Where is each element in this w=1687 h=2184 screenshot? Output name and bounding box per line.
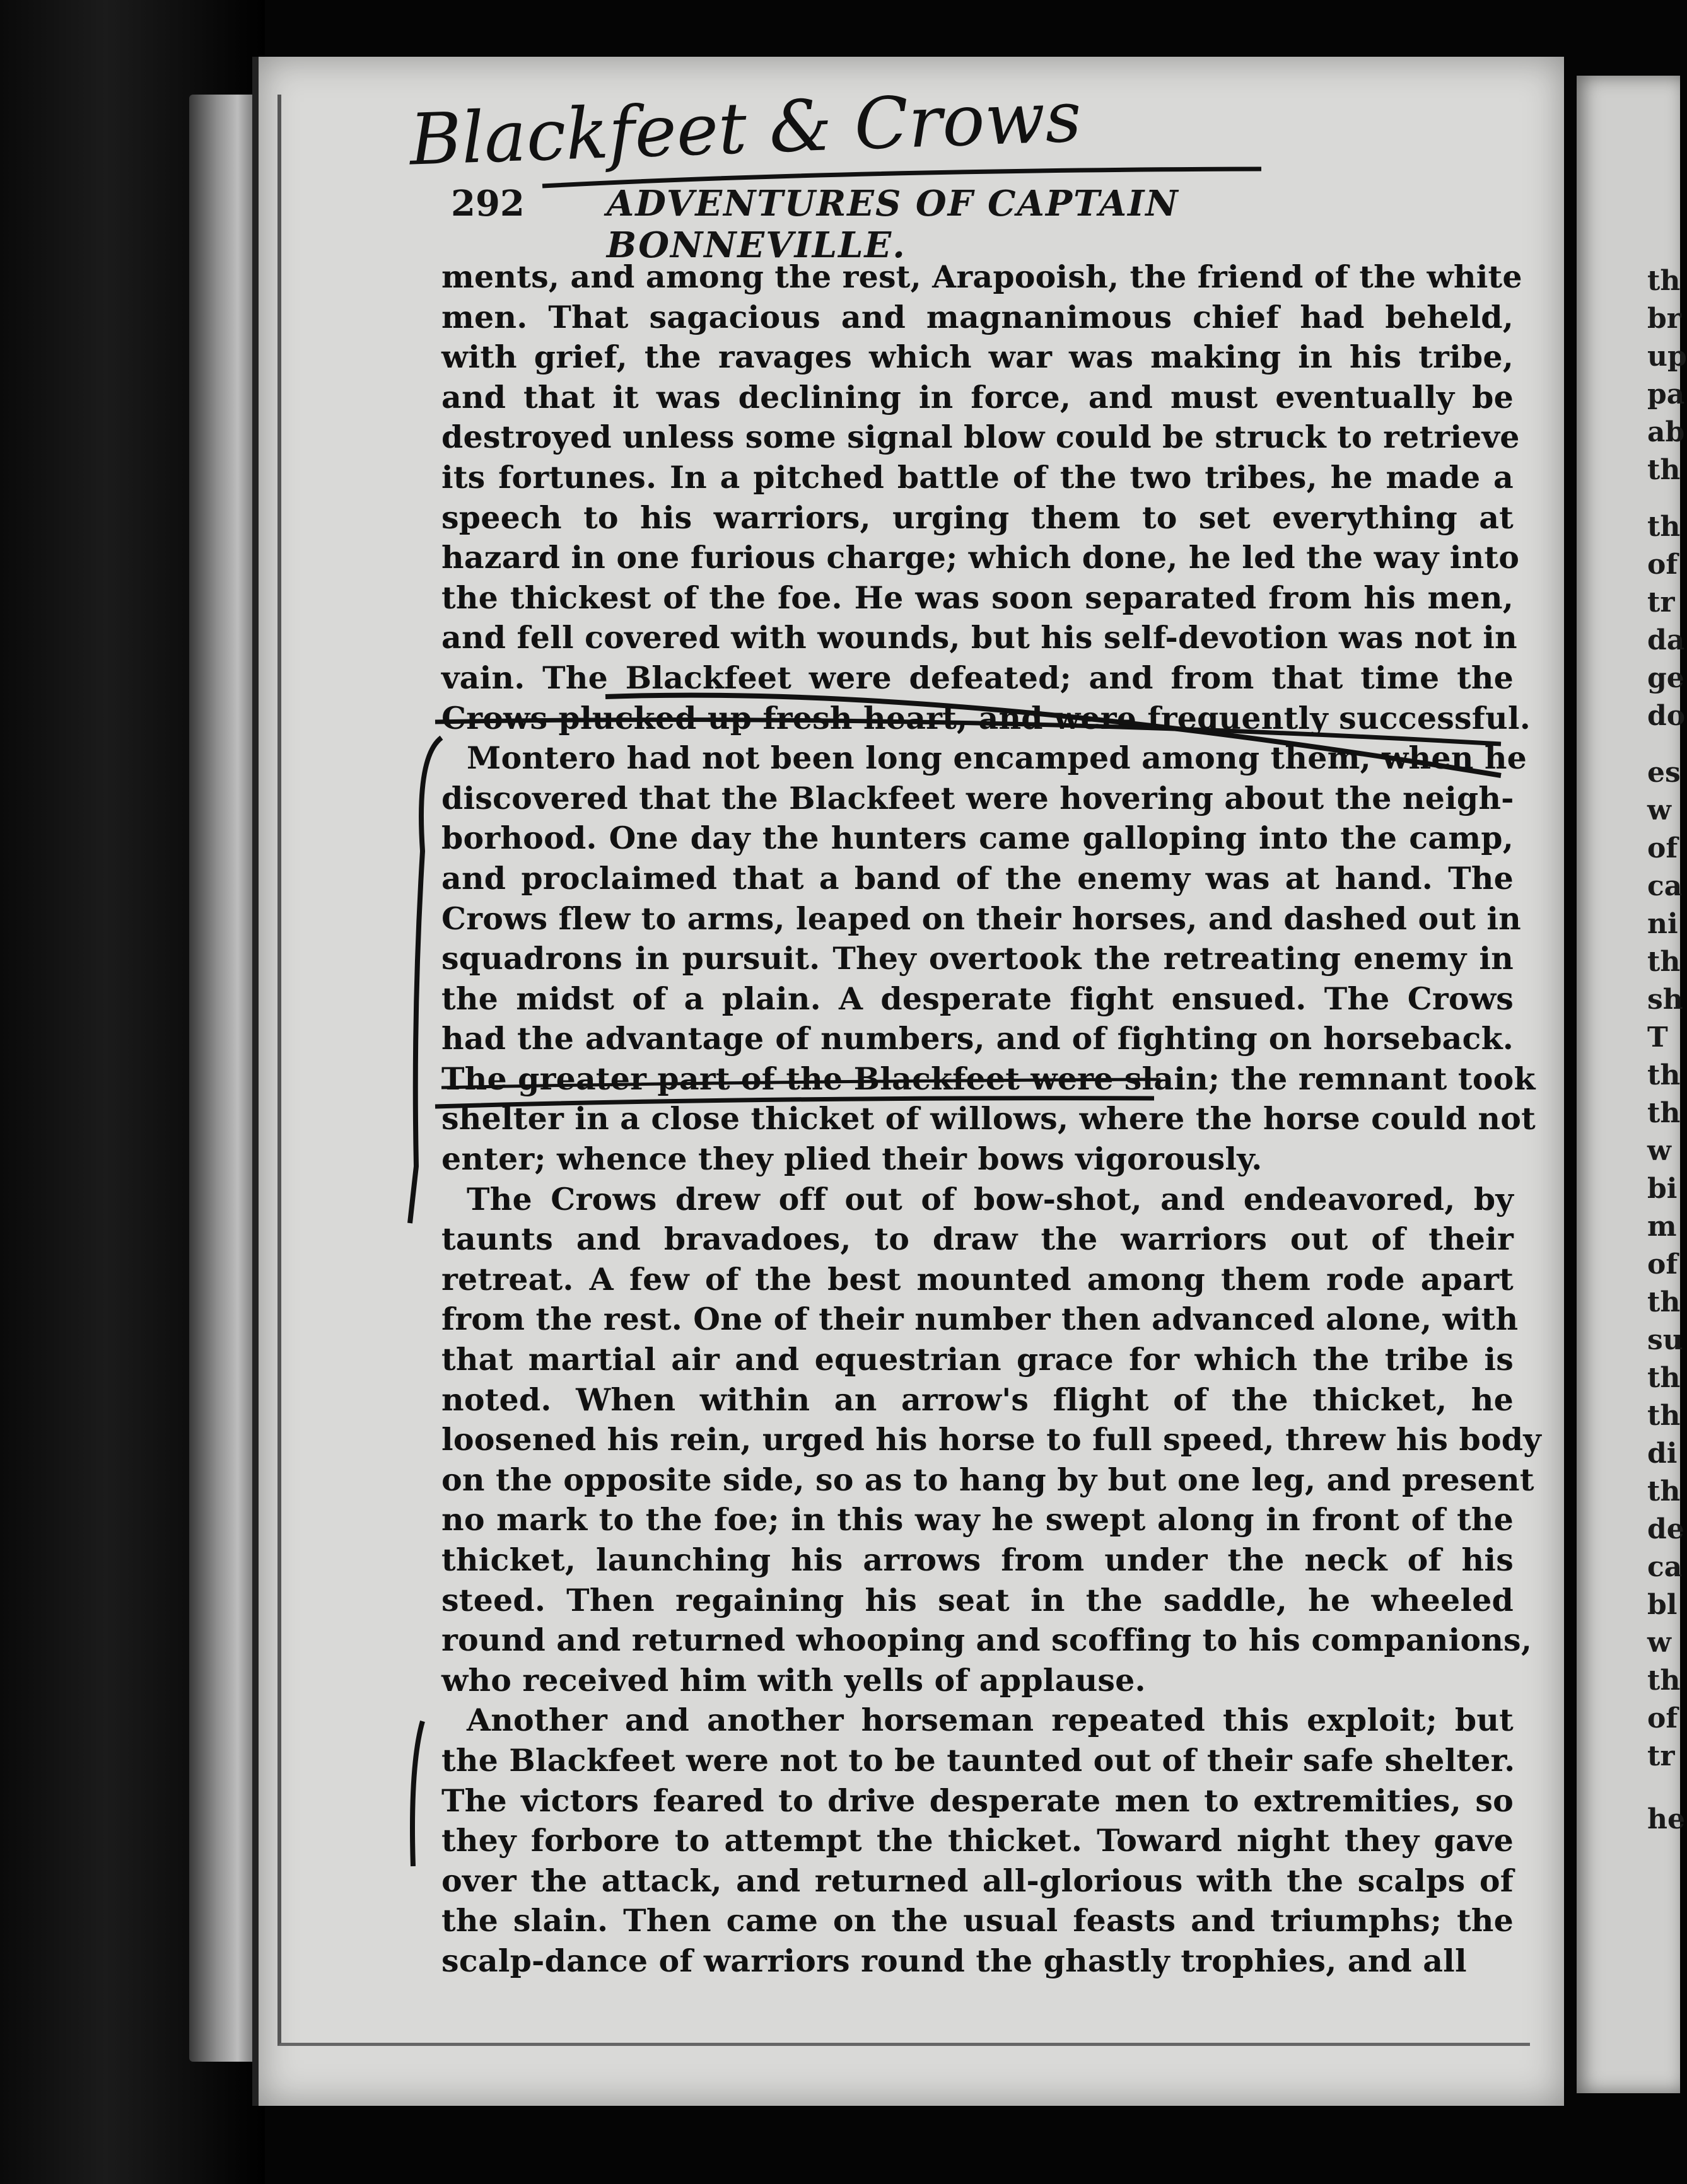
facing-page-line: of: [1647, 549, 1678, 581]
facing-page-line: ge: [1647, 662, 1684, 694]
text-line: and fell covered with wounds, but his self-devotion was not in: [441, 619, 1517, 656]
facing-page-line: bl: [1647, 1589, 1678, 1621]
facing-page-line: bi: [1647, 1173, 1678, 1205]
text-line: Another and another horseman repeated this exploit; but: [467, 1702, 1514, 1739]
facing-page-line: sh: [1647, 984, 1683, 1016]
facing-page-line: th: [1647, 265, 1681, 297]
text-line: no mark to the foe; in this way he swept along in front of the: [441, 1501, 1514, 1538]
facing-page-line: th: [1647, 946, 1681, 978]
facing-page-line: he: [1647, 1803, 1685, 1835]
text-line: the Blackfeet were not to be taunted out of their safe shelter.: [441, 1741, 1515, 1779]
text-line: and proclaimed that a band of the enemy was at hand. The: [441, 859, 1514, 897]
text-line: they forbore to attempt the thicket. Toward night they gave: [441, 1822, 1514, 1859]
facing-page-line: w: [1647, 794, 1671, 827]
facing-page-line: pa: [1647, 378, 1685, 410]
facing-page-line: su: [1647, 1324, 1683, 1356]
facing-page-line: th: [1647, 1362, 1681, 1394]
facing-page-line: do: [1647, 700, 1686, 732]
handwritten-note-text: Blackfeet & Crows: [408, 76, 1083, 182]
facing-page-line: ca: [1647, 1551, 1683, 1583]
facing-page-fragment: [1577, 76, 1687, 2093]
facing-page-line: of: [1647, 1702, 1678, 1734]
text-line: The Crows drew off out of bow-shot, and endeavored, by: [467, 1180, 1514, 1217]
text-line: borhood. One day the hunters came galloping into the camp,: [441, 820, 1514, 857]
facing-page-line: di: [1647, 1438, 1678, 1470]
text-line: Crows flew to arms, leaped on their horses, and dashed out in: [441, 900, 1521, 937]
text-line: noted. When within an arrow's flight of the thicket, he: [441, 1381, 1514, 1418]
text-line: that martial air and equestrian grace for which the tribe is: [441, 1341, 1514, 1378]
facing-page-line: de: [1647, 1513, 1684, 1545]
facing-page-line: th: [1647, 1097, 1681, 1129]
page-header: [451, 183, 1397, 266]
facing-page-line: th: [1647, 1286, 1681, 1318]
text-line: loosened his rein, urged his horse to full speed, threw his body: [441, 1421, 1541, 1458]
text-line: steed. Then regaining his seat in the saddle, he wheeled: [441, 1581, 1514, 1618]
facing-page-line: tr: [1647, 1740, 1675, 1772]
facing-page-line: ab: [1647, 416, 1685, 448]
text-line: and that it was declining in force, and must eventually be: [441, 378, 1514, 415]
text-line: Montero had not been long encamped among them, when he: [467, 740, 1527, 777]
text-line: on the opposite side, so as to hang by but one leg, and present: [441, 1461, 1534, 1498]
text-line: The victors feared to drive desperate men to extremities, so: [441, 1782, 1514, 1819]
facing-page-line: tr: [1647, 586, 1675, 619]
text-line: round and returned whooping and scoffing to his companions,: [441, 1622, 1532, 1659]
facing-page-line: of: [1647, 832, 1678, 864]
paragraph: [441, 1700, 1514, 1981]
facing-page-line: br: [1647, 303, 1681, 335]
text-line: enter; whence they plied their bows vigorously.: [441, 1141, 1263, 1178]
text-line: shelter in a close thicket of willows, where the horse could not: [441, 1100, 1536, 1137]
text-line: retreat. A few of the best mounted among them rode apart: [441, 1260, 1514, 1298]
facing-page-line: th: [1647, 1664, 1681, 1697]
facing-page-line: ca: [1647, 870, 1683, 902]
text-line: men. That sagacious and magnanimous chief had beheld,: [441, 298, 1514, 335]
text-line: destroyed unless some signal blow could be struck to retrieve: [441, 419, 1520, 456]
text-line: squadrons in pursuit. They overtook the retreating enemy in: [441, 940, 1514, 977]
facing-page-line: da: [1647, 624, 1685, 656]
text-line: its fortunes. In a pitched battle of the two tribes, he made a: [441, 458, 1514, 496]
facing-page-line: of: [1647, 1248, 1678, 1281]
facing-page-line: up: [1647, 340, 1687, 373]
text-line: speech to his warriors, urging them to set everything at: [441, 499, 1514, 536]
facing-page-line: es: [1647, 757, 1681, 789]
body-text: [441, 257, 1541, 1982]
page-number: 292: [451, 183, 525, 224]
text-line: with grief, the ravages which war was making in his tribe,: [441, 339, 1514, 376]
facing-page-line: th: [1647, 454, 1681, 486]
text-line: discovered that the Blackfeet were hovering about the neigh-: [441, 779, 1514, 816]
facing-page-line: w: [1647, 1627, 1671, 1659]
text-line: Crows plucked up fresh heart, and were frequently successful.: [441, 699, 1531, 736]
paragraph: [441, 1180, 1541, 1701]
paragraph: [441, 257, 1531, 738]
facing-page-line: m: [1647, 1211, 1677, 1243]
text-line: ments, and among the rest, Arapooish, the friend of the white: [441, 258, 1522, 295]
text-line: had the advantage of numbers, and of fighting on horseback.: [441, 1020, 1514, 1057]
facing-page-line: th: [1647, 1475, 1681, 1507]
text-line: hazard in one furious charge; which done, he led the way into: [441, 539, 1520, 576]
text-line: from the rest. One of their number then advanced alone, with: [441, 1301, 1519, 1338]
running-title: ADVENTURES OF CAPTAIN BONNEVILLE.: [606, 183, 1179, 266]
text-line: vain. The Blackfeet were defeated; and from that time the: [441, 659, 1514, 696]
facing-page-line: th: [1647, 1059, 1681, 1091]
text-line: over the attack, and returned all-glorious with the scalps of: [441, 1862, 1514, 1899]
facing-page-line: th: [1647, 511, 1681, 543]
text-line: taunts and bravadoes, to draw the warriors out of their: [441, 1221, 1514, 1258]
text-line: the slain. Then came on the usual feasts and triumphs; the: [441, 1902, 1514, 1939]
text-line: The greater part of the Blackfeet were slain; the remnant took: [441, 1060, 1536, 1097]
text-line: the thickest of the foe. He was soon separated from his men,: [441, 579, 1514, 616]
paragraph: [441, 738, 1536, 1180]
text-line: who received him with yells of applause.: [441, 1661, 1146, 1699]
text-line: scalp-dance of warriors round the ghastly trophies, and all: [441, 1942, 1467, 1979]
text-line: the midst of a plain. A desperate fight ensued. The Crows: [441, 980, 1514, 1017]
facing-page-line: w: [1647, 1135, 1671, 1167]
page-stack-edge: [189, 95, 259, 2062]
facing-page-line: T: [1647, 1021, 1668, 1054]
text-line: thicket, launching his arrows from under the neck of his: [441, 1542, 1514, 1578]
facing-page-line: th: [1647, 1400, 1681, 1432]
facing-page-line: ni: [1647, 908, 1678, 940]
